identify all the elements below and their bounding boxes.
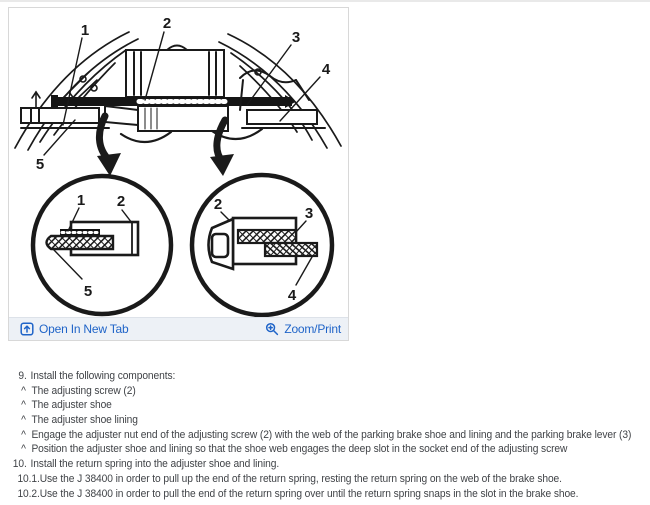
zoom-print-link[interactable] <box>265 322 341 336</box>
inset-left-callout-2: 2 <box>116 193 126 210</box>
open-in-new-tab-icon <box>20 322 34 336</box>
instruction-list <box>10 369 650 501</box>
left-detail-inset <box>33 176 171 314</box>
bullet-caret: ^ <box>21 399 26 412</box>
step-number: 10. <box>12 458 27 471</box>
page-top-divider <box>0 0 650 2</box>
instruction-substep-10-1 <box>10 472 650 487</box>
step-text: Install the return spring into the adjuster shoe and lining. <box>30 458 280 471</box>
substep-text: Use the J 38400 in order to pull the end of the return spring over until the return spring snaps in the slot in the brake shoe. <box>39 487 579 500</box>
substep-number: 10.2. <box>17 487 40 500</box>
callout-4-label: 4 <box>321 61 331 78</box>
bullet-text: Position the adjuster shoe and lining so that the shoe web engages the deep slot in the socket end of the adjusting screw <box>31 443 568 456</box>
step-number: 9. <box>18 370 27 382</box>
instruction-bullet <box>10 398 650 413</box>
callout-5-label: 5 <box>35 156 45 173</box>
instruction-substep-10-2 <box>10 487 650 502</box>
inset-right-callout-2: 2 <box>213 196 223 213</box>
bullet-text: The adjuster shoe lining <box>31 414 138 427</box>
callout-2-label: 2 <box>162 15 172 32</box>
instruction-bullet <box>10 384 650 399</box>
instruction-step-9 <box>10 369 650 384</box>
callout-1-label: 1 <box>80 22 90 39</box>
instruction-step-10 <box>10 457 650 472</box>
inset-left-callout-5: 5 <box>83 283 93 300</box>
right-detail-inset <box>192 175 332 315</box>
zoom-icon <box>265 322 279 336</box>
open-in-new-tab-link[interactable] <box>20 322 129 336</box>
inset-left-callout-1: 1 <box>76 192 86 209</box>
step-text: Install the following components: <box>30 370 176 382</box>
detail-arrow-left <box>97 116 121 176</box>
instruction-bullet <box>10 428 650 443</box>
bullet-text: The adjuster shoe <box>31 399 112 412</box>
inset-right-callout-3: 3 <box>304 205 314 222</box>
zoom-print-label: Zoom/Print <box>284 322 341 336</box>
callout-3-label: 3 <box>291 29 301 46</box>
diagram-card <box>8 7 349 341</box>
bullet-text: Engage the adjuster nut end of the adjusting screw (2) with the web of the parking brake shoe and lining and the parking brake lever (3) <box>31 428 632 441</box>
open-in-new-tab-label: Open In New Tab <box>39 322 129 336</box>
brake-assembly-diagram <box>9 8 348 317</box>
bullet-caret: ^ <box>21 428 26 441</box>
drum-arcs-left <box>15 32 138 150</box>
bullet-text: The adjusting screw (2) <box>31 384 136 397</box>
instruction-bullet <box>10 413 650 428</box>
bullet-caret: ^ <box>21 414 26 427</box>
bullet-caret: ^ <box>21 384 26 397</box>
wheel-cylinder <box>126 46 224 98</box>
instruction-bullet <box>10 442 650 457</box>
inset-right-callout-4: 4 <box>287 287 297 304</box>
drum-arcs-right <box>219 34 341 148</box>
bullet-caret: ^ <box>21 443 26 456</box>
substep-text: Use the J 38400 in order to pull up the end of the return spring, resting the return spring on the web of the brake shoe. <box>39 472 562 485</box>
substep-number: 10.1. <box>17 472 40 485</box>
diagram-toolbar <box>9 317 348 340</box>
